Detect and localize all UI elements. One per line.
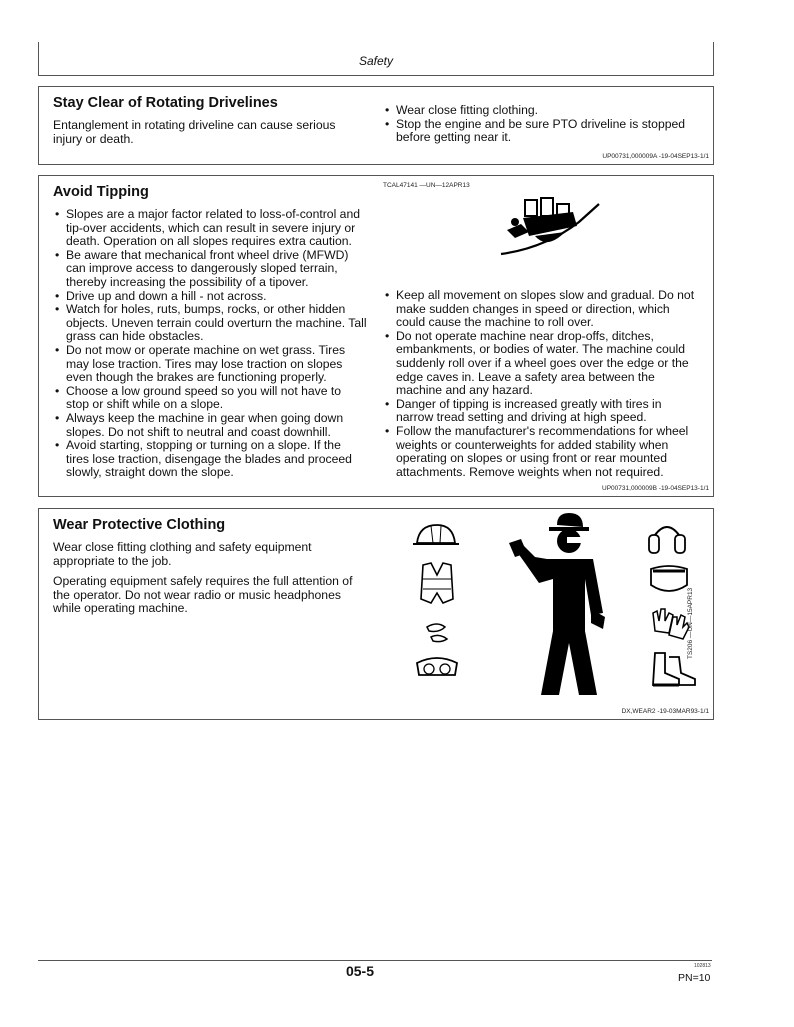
section-body xyxy=(53,541,363,616)
page-number: 05-5 xyxy=(345,963,375,979)
bullet-item: • Keep all movement on slopes slow and gradual. Do not make sudden changes in speed or direction, which could cause the machine to roll over. xyxy=(385,289,701,330)
bullet-item: • Choose a low ground speed so you will not have to stop or shift while on a slope. xyxy=(55,385,367,412)
worker-silhouette-icon xyxy=(509,513,605,695)
footer-divider xyxy=(38,960,712,961)
ear-muffs-icon xyxy=(649,527,685,553)
page-header xyxy=(38,42,714,76)
safety-vest-icon xyxy=(421,563,453,603)
bullet-item: • Danger of tipping is increased greatly with tires in narrow tread setting and driving at high speed. xyxy=(385,398,701,425)
bullet-item: • Follow the manufacturer's recommendations for wheel weights or counterweights for added stability when operating on slopes or using front or rear mounted attachments. Remove weights when not required. xyxy=(385,425,701,479)
section-title: Avoid Tipping xyxy=(53,184,149,200)
section-protective-clothing xyxy=(38,508,714,720)
protective-clothing-illustration xyxy=(407,513,707,698)
bullet-item: • Wear close fitting clothing. xyxy=(385,104,697,118)
tractor-tipping-illustration xyxy=(495,192,615,260)
gloves-icon xyxy=(653,609,689,639)
safety-goggles-icon xyxy=(417,658,457,675)
bullet-item: • Do not operate machine near drop-offs, ditches, embankments, or bodies of water. The machine could suddenly roll over if a wheel goes over the edge or the edge caves in. Leave a safety area between the machine and any hazard. xyxy=(385,330,701,398)
section-title: Stay Clear of Rotating Drivelines xyxy=(53,95,278,111)
footer-code: 102813 xyxy=(694,963,711,969)
section-driveline xyxy=(38,86,714,165)
bullet-list-right xyxy=(385,289,701,479)
paragraph: Wear close fitting clothing and safety equipment appropriate to the job. xyxy=(53,540,312,568)
reference-code: UP00731,000009A -19-04SEP13-1/1 xyxy=(602,153,709,160)
header-title: Safety xyxy=(358,54,394,68)
paragraph: Operating equipment safely requires the full attention of the operator. Do not wear radio or music headphones while operating machine. xyxy=(53,574,353,616)
figure-caption: TS206 —UN—15APR13 xyxy=(687,587,694,659)
section-body: Entanglement in rotating driveline can cause serious injury or death. xyxy=(53,118,336,146)
bullet-item: • Be aware that mechanical front wheel drive (MFWD) can improve access to dangerously sloped terrain, thereby increasing the possibility of a tipover. xyxy=(55,249,367,290)
section-avoid-tipping xyxy=(38,175,714,497)
bullet-item: • Slopes are a major factor related to loss-of-control and tip-over accidents, which can result in severe injury or death. Operation on all slopes requires extra caution. xyxy=(55,208,367,249)
bullet-list xyxy=(385,104,697,145)
reference-code: DX,WEAR2 -19-03MAR93-1/1 xyxy=(621,708,709,715)
section-title: Wear Protective Clothing xyxy=(53,517,226,533)
hard-hat-icon xyxy=(413,525,459,544)
face-shield-icon xyxy=(651,566,687,591)
ear-plugs-icon xyxy=(427,624,447,642)
bullet-item: • Drive up and down a hill - not across. xyxy=(55,290,367,304)
page-pn: PN=10 xyxy=(678,972,711,984)
figure-caption: TCAL47141 —UN—12APR13 xyxy=(383,182,470,189)
bullet-item: • Avoid starting, stopping or turning on a slope. If the tires lose traction, disengage the blades and proceed slowly, straight down the slope. xyxy=(55,439,367,480)
bullet-list-left xyxy=(55,208,367,480)
bullet-item: • Stop the engine and be sure PTO driveline is stopped before getting near it. xyxy=(385,118,697,145)
bullet-item: • Do not mow or operate machine on wet grass. Tires may lose traction. Tires may lose traction on slopes even though the brakes are functioning properly. xyxy=(55,344,367,385)
reference-code: UP00731,000009B -19-04SEP13-1/1 xyxy=(602,485,709,492)
bullet-item: • Always keep the machine in gear when going down slopes. Do not shift to neutral and coast downhill. xyxy=(55,412,367,439)
bullet-item: • Watch for holes, ruts, bumps, rocks, or other hidden objects. Uneven terrain could overturn the machine. Tall grass can hide obstacles. xyxy=(55,303,367,344)
